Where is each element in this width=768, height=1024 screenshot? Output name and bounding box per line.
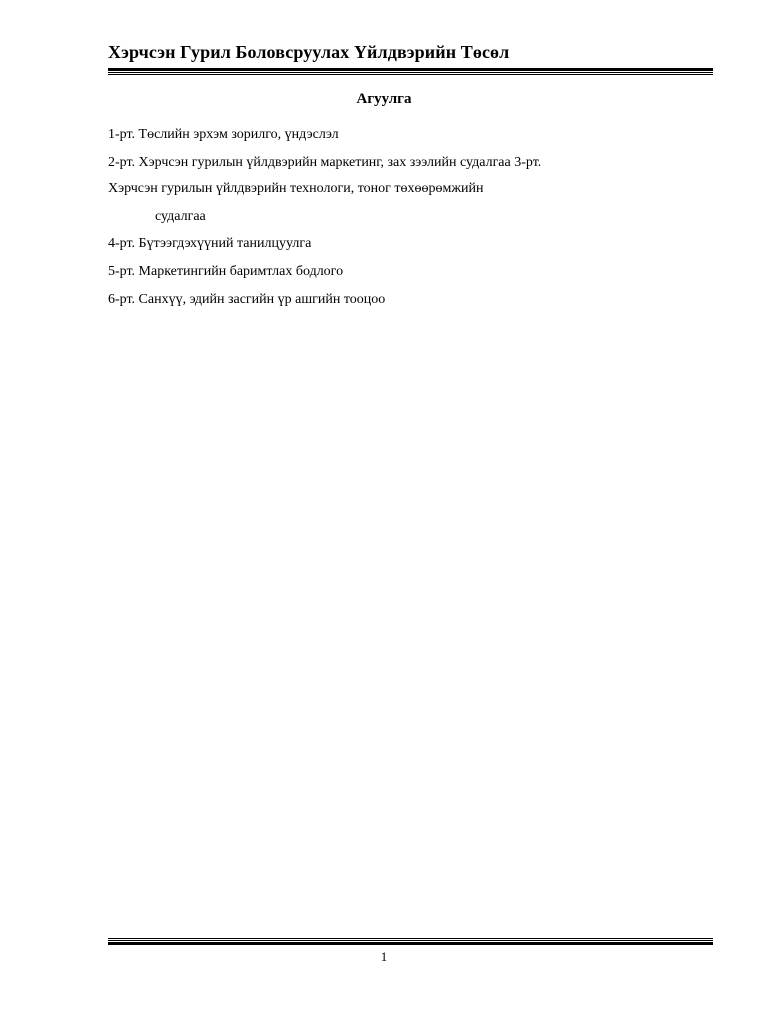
footer-divider <box>108 938 713 946</box>
page-number: 1 <box>380 949 388 964</box>
toc-heading: Агуулга <box>356 91 412 107</box>
toc-item-3: Хэрчсэн гурилын үйлдвэрийн технологи, тоног төхөөрөмжийн <box>108 181 484 196</box>
header-divider <box>108 68 713 76</box>
toc-item-1: 1-рт. Төслийн эрхэм зорилго, үндэслэл <box>108 127 339 142</box>
toc-item-3-continuation: судалгаа <box>155 209 206 224</box>
toc-item-6: 6-рт. Санхүү, эдийн засгийн үр ашгийн тооцоо <box>108 292 386 307</box>
toc-item-5: 5-рт. Маркетингийн баримтлах бодлого <box>108 264 344 279</box>
document-header-title: Хэрчсэн Гурил Боловсруулах Үйлдвэрийн Төсөл <box>108 42 510 62</box>
toc-item-2: 2-рт. Хэрчсэн гурилын үйлдвэрийн маркетинг, зах зээлийн судалгаа 3-рт. <box>108 155 542 170</box>
toc-item-4: 4-рт. Бүтээгдэхүүний танилцуулга <box>108 236 312 251</box>
